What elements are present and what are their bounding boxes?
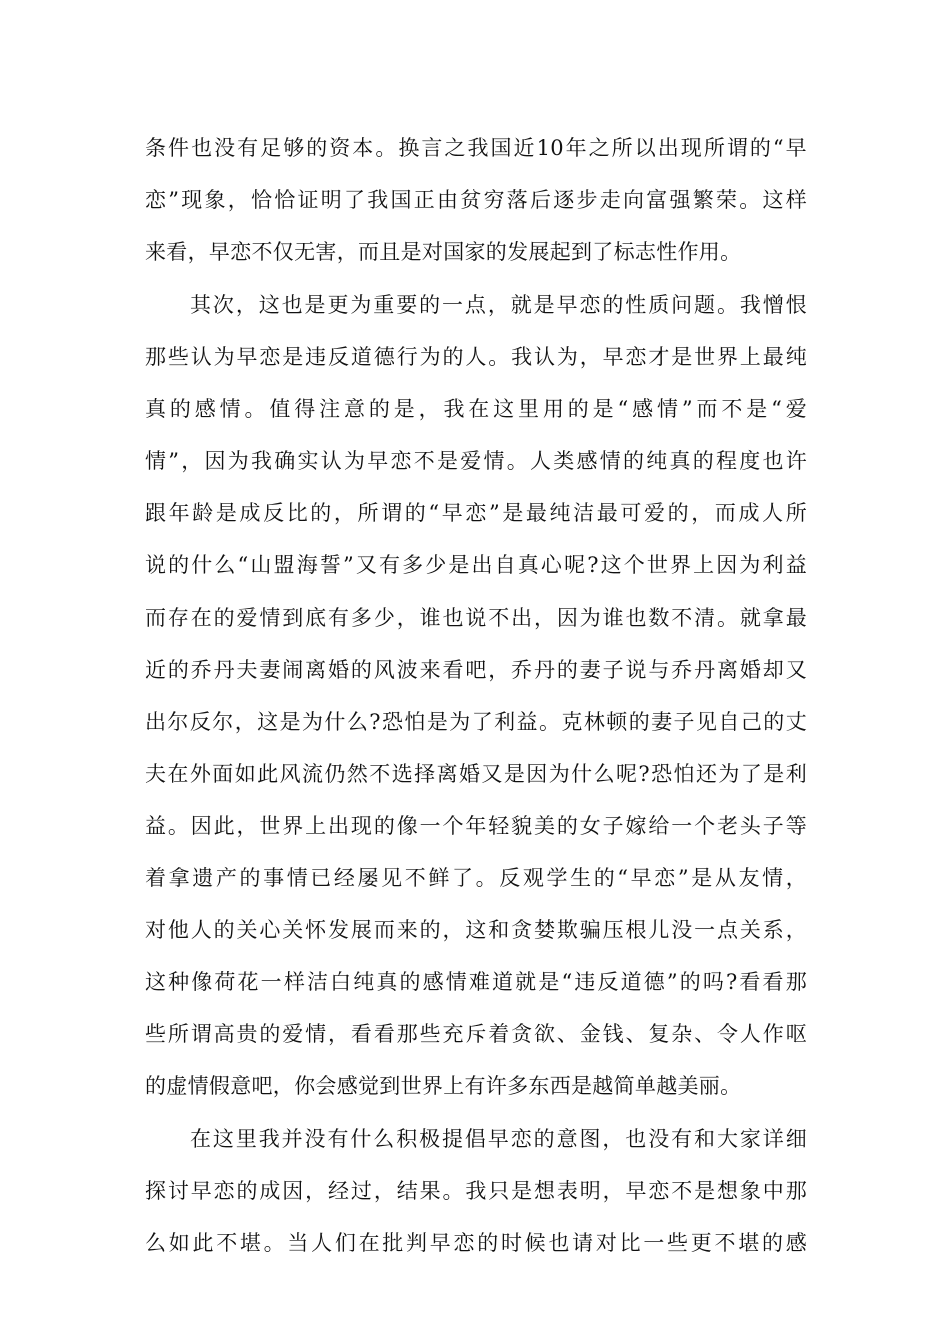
text-line: 条件也没有足够的资本。换言之我国近10年之所以出现所谓的“早	[145, 136, 807, 160]
text-line: 真的感情。值得注意的是，我在这里用的是“感情”而不是“爱	[145, 397, 807, 421]
text-line: 些所谓高贵的爱情，看看那些充斥着贪欲、金钱、复杂、令人作呕	[145, 1022, 807, 1046]
text-line: 近的乔丹夫妻闹离婚的风波来看吧，乔丹的妻子说与乔丹离婚却又	[145, 658, 807, 682]
text-line: 对他人的关心关怀发展而来的，这和贪婪欺骗压根儿没一点关系，	[145, 918, 807, 942]
text-line: 着拿遗产的事情已经屡见不鲜了。反观学生的“早恋”是从友情，	[145, 866, 807, 890]
text-line: 么如此不堪。当人们在批判早恋的时候也请对比一些更不堪的感	[145, 1231, 807, 1255]
text-line: 其次，这也是更为重要的一点，就是早恋的性质问题。我憎恨	[190, 293, 807, 317]
text-line: 出尔反尔，这是为什么?恐怕是为了利益。克林顿的妻子见自己的丈	[145, 710, 807, 734]
text-line: 而存在的爱情到底有多少，谁也说不出，因为谁也数不清。就拿最	[145, 606, 807, 630]
text-line: 来看，早恋不仅无害，而且是对国家的发展起到了标志性作用。	[145, 240, 742, 264]
text-line: 在这里我并没有什么积极提倡早恋的意图，也没有和大家详细	[190, 1127, 807, 1151]
text-line: 那些认为早恋是违反道德行为的人。我认为，早恋才是世界上最纯	[145, 345, 807, 369]
text-line: 说的什么“山盟海誓”又有多少是出自真心呢?这个世界上因为利益	[145, 553, 807, 577]
text-line: 这种像荷花一样洁白纯真的感情难道就是“违反道德”的吗?看看那	[145, 970, 807, 994]
text-line: 恋”现象，恰恰证明了我国正由贫穷落后逐步走向富强繁荣。这样	[145, 188, 807, 212]
text-line: 探讨早恋的成因，经过，结果。我只是想表明，早恋不是想象中那	[145, 1179, 807, 1203]
text-line: 益。因此，世界上出现的像一个年轻貌美的女子嫁给一个老头子等	[145, 814, 807, 838]
text-line: 跟年龄是成反比的，所谓的“早恋”是最纯洁最可爱的，而成人所	[145, 501, 807, 525]
text-line: 夫在外面如此风流仍然不选择离婚又是因为什么呢?恐怕还为了是利	[145, 762, 807, 786]
text-line: 情”，因为我确实认为早恋不是爱情。人类感情的纯真的程度也许	[145, 449, 807, 473]
text-line: 的虚情假意吧，你会感觉到世界上有许多东西是越简单越美丽。	[145, 1074, 742, 1098]
